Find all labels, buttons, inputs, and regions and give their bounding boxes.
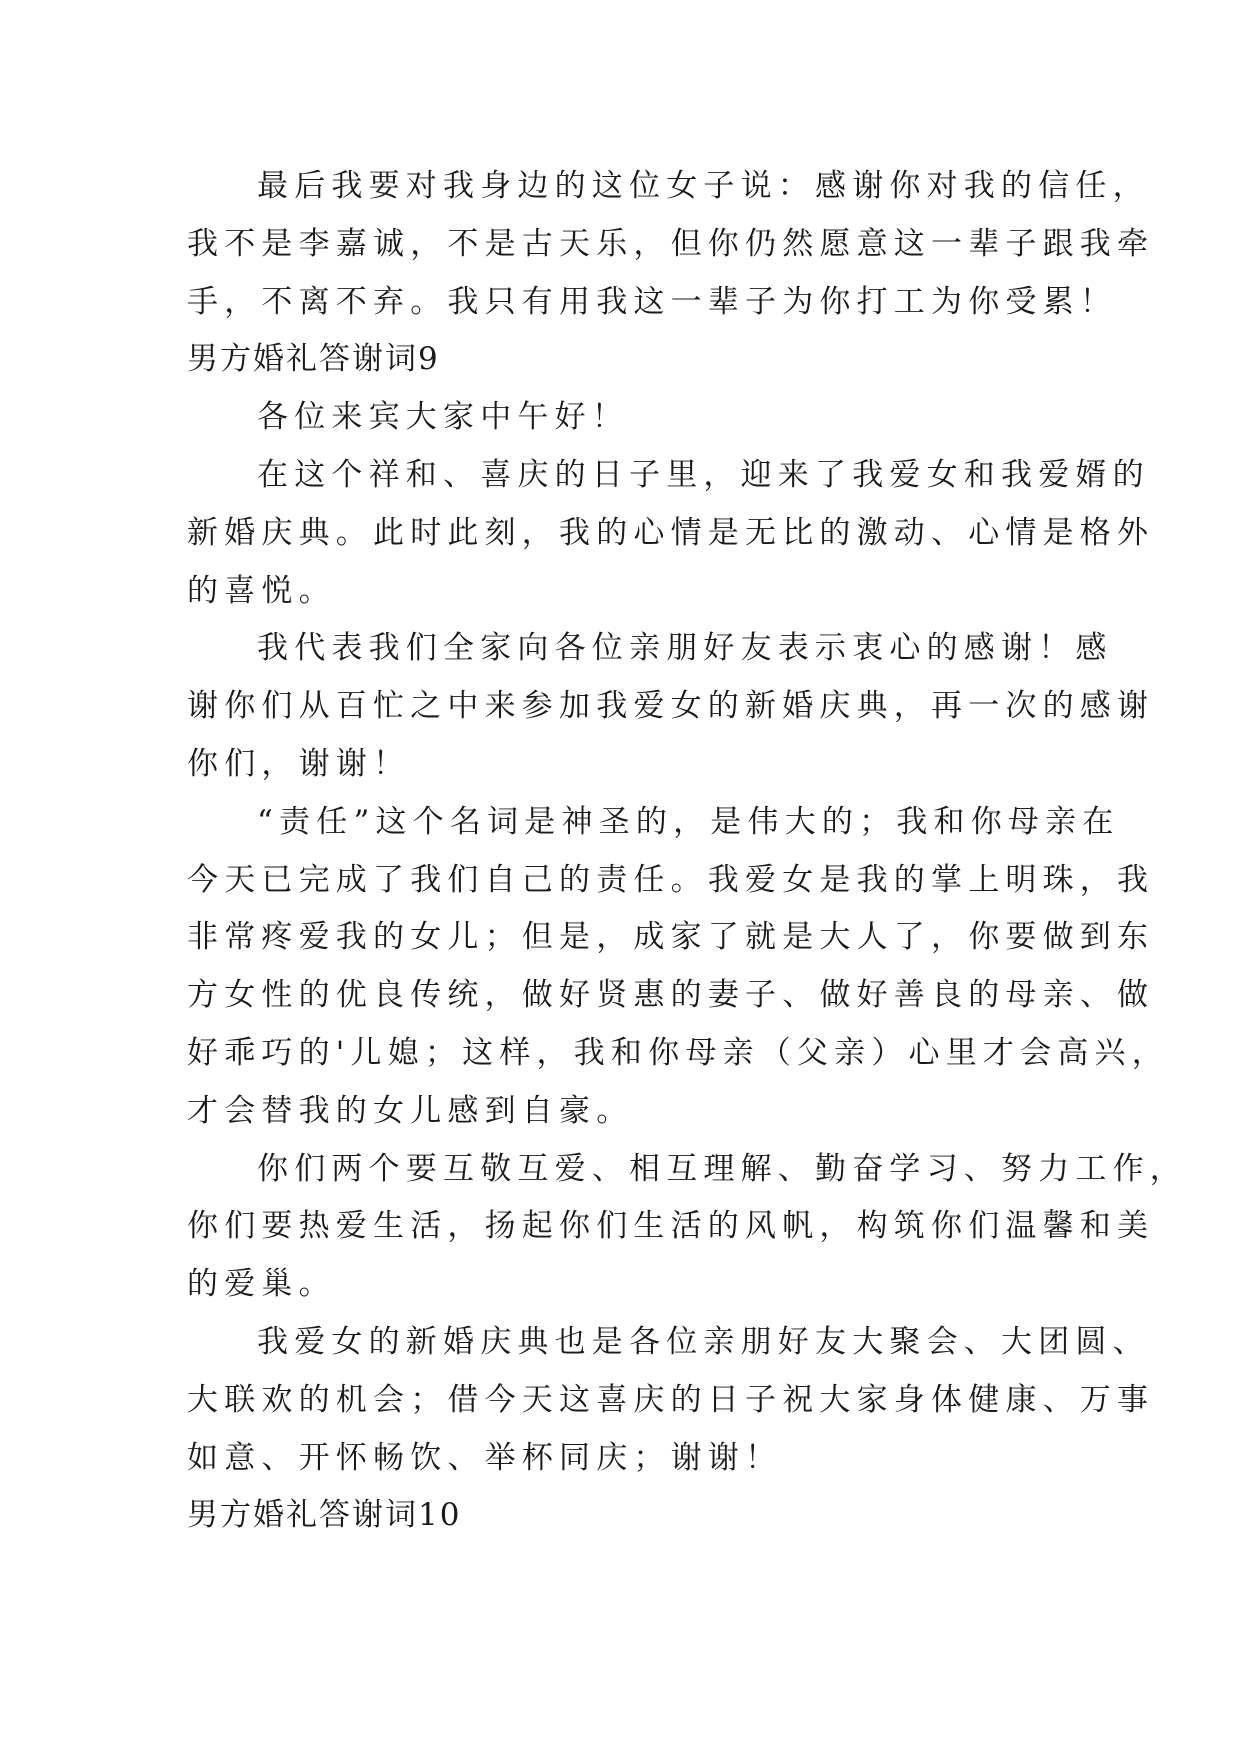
paragraph-line: 才会替我的女儿感到自豪。 xyxy=(187,1092,634,1129)
paragraph-line: 最后我要对我身边的这位女子说：感谢你对我的信任， xyxy=(257,168,1150,204)
section-heading: 男方婚礼答谢词9 xyxy=(187,341,440,378)
paragraph-line: 你们两个要互敬互爱、相互理解、勤奋学习、努力工作， xyxy=(257,1150,1187,1187)
paragraph-line: 我代表我们全家向各位亲朋好友表示衷心的感谢！感 xyxy=(257,630,1113,667)
paragraph-line: 各位来宾大家中午好！ xyxy=(257,399,629,436)
paragraph-line: 如意、开怀畅饮、举杯同庆；谢谢！ xyxy=(187,1439,783,1476)
paragraph-line: 大联欢的机会；借今天这喜庆的日子祝大家身体健康、万事 xyxy=(187,1381,1155,1418)
paragraph-line: “责任”这个名词是神圣的，是伟大的；我和你母亲在 xyxy=(257,803,1120,840)
paragraph-line: 我不是李嘉诚，不是古天乐，但你仍然愿意这一辈子跟我牵 xyxy=(187,225,1155,262)
paragraph-line: 我爱女的新婚庆典也是各位亲朋好友大聚会、大团圆、 xyxy=(257,1323,1150,1360)
paragraph-line: 你们，谢谢！ xyxy=(187,745,411,782)
paragraph-line: 的爱巢。 xyxy=(187,1266,336,1303)
document-page xyxy=(187,158,1187,1545)
paragraph-line: 的喜悦。 xyxy=(187,572,336,609)
paragraph-line: 方女性的优良传统，做好贤惠的妻子、做好善良的母亲、做 xyxy=(187,977,1155,1014)
paragraph-line: 在这个祥和、喜庆的日子里，迎来了我爱女和我爱婿的 xyxy=(257,456,1150,493)
paragraph-line: 你们要热爱生活，扬起你们生活的风帆，构筑你们温馨和美 xyxy=(187,1208,1155,1245)
paragraph-line: 好乖巧的'儿媳；这样，我和你母亲（父亲）心里才会高兴， xyxy=(187,1034,1169,1071)
paragraph-line: 手，不离不弃。我只有用我这一辈子为你打工为你受累！ xyxy=(187,283,1117,320)
section-heading: 男方婚礼答谢词10 xyxy=(187,1497,462,1534)
paragraph-line: 今天已完成了我们自己的责任。我爱女是我的掌上明珠，我 xyxy=(187,861,1155,898)
paragraph-line: 谢你们从百忙之中来参加我爱女的新婚庆典，再一次的感谢 xyxy=(187,688,1155,725)
paragraph-line: 新婚庆典。此时此刻，我的心情是无比的激动、心情是格外 xyxy=(187,514,1155,551)
paragraph-line: 非常疼爱我的女儿；但是，成家了就是大人了，你要做到东 xyxy=(187,919,1155,956)
